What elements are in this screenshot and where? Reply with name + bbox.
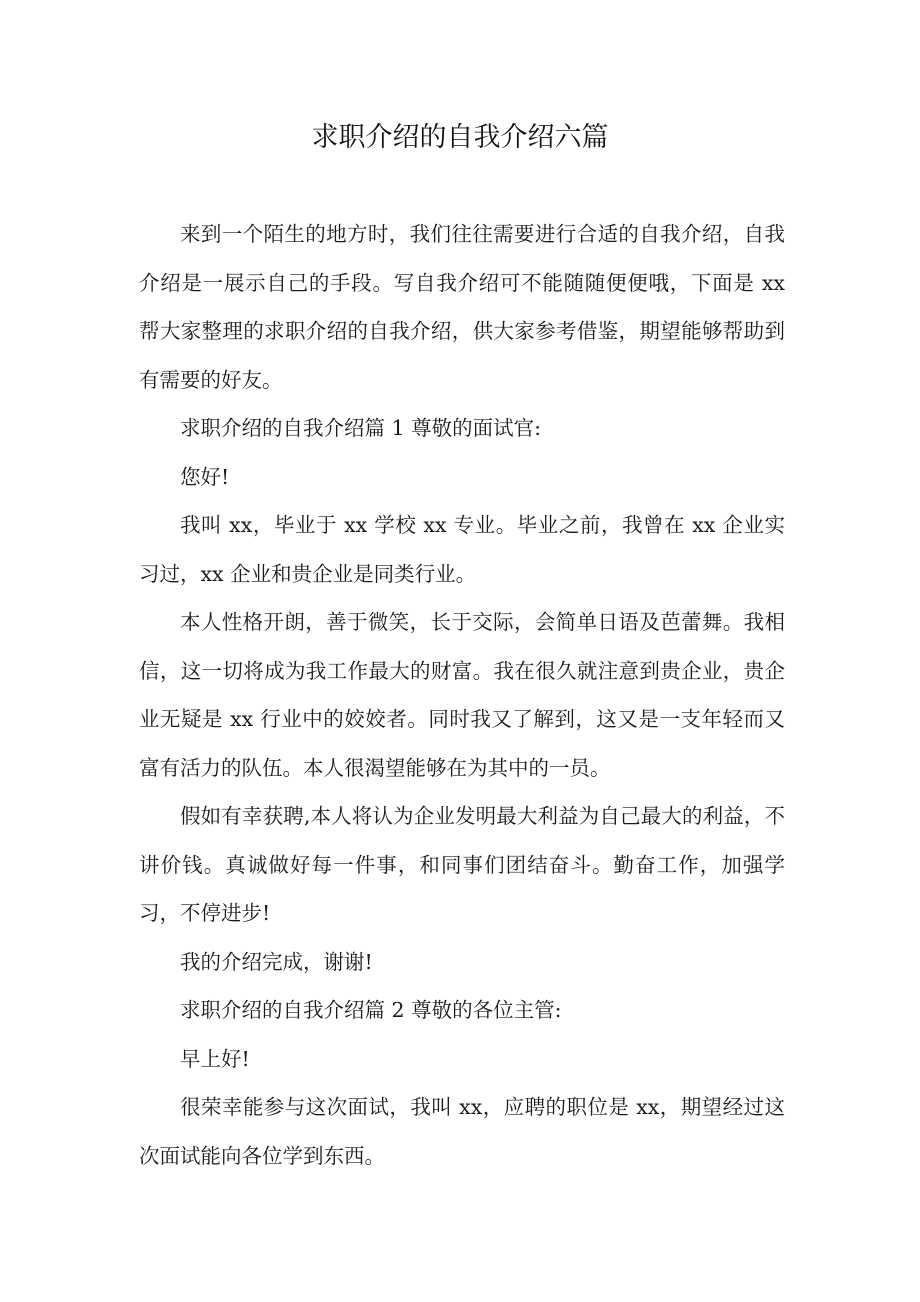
document-title: 求职介绍的自我介绍六篇 — [311, 122, 609, 153]
paragraph-background: 我叫 xx，毕业于 xx 学校 xx 专业。毕业之前，我曾在 xx 企业实习过，xx 企业和贵企业是同类行业。 — [139, 513, 785, 586]
paragraph-greeting-2: 早上好! — [180, 1046, 250, 1071]
paragraph-section-2-heading: 求职介绍的自我介绍篇 2 尊敬的各位主管: — [180, 998, 562, 1022]
paragraph-personality: 本人性格开朗，善于微笑，长于交际，会简单日语及芭蕾舞。我相信，这一切将成为我工作最大的财富。我在很久就注意到贵企业，贵企业无疑是 xx 行业中的姣姣者。同时我又了解到，这又是一支年轻而又富有活力的队伍。本人很渴望能够在为其中的一员。 — [139, 610, 785, 780]
paragraph-commitment: 假如有幸获聘,本人将认为企业发明最大利益为自己最大的利益，不讲价钱。真诚做好每一件事，和同事们团结奋斗。勤奋工作，加强学习，不停进步! — [139, 804, 785, 925]
paragraph-intro: 来到一个陌生的地方时，我们往往需要进行合适的自我介绍，自我介绍是一展示自己的手段。写自我介绍可不能随随便便哦，下面是 xx 帮大家整理的求职介绍的自我介绍，供大家参考借鉴，期望能够帮助到有需要的好友。 — [139, 222, 785, 392]
paragraph-section-1-heading: 求职介绍的自我介绍篇 1 尊敬的面试官: — [180, 416, 541, 440]
paragraph-closing-1: 我的介绍完成，谢谢! — [180, 949, 373, 974]
document-body — [139, 210, 785, 1180]
paragraph-interview-intro: 很荣幸能参与这次面试，我叫 xx，应聘的职位是 xx，期望经过这次面试能向各位学到东西。 — [139, 1095, 785, 1168]
paragraph-greeting-1: 您好! — [180, 464, 230, 489]
